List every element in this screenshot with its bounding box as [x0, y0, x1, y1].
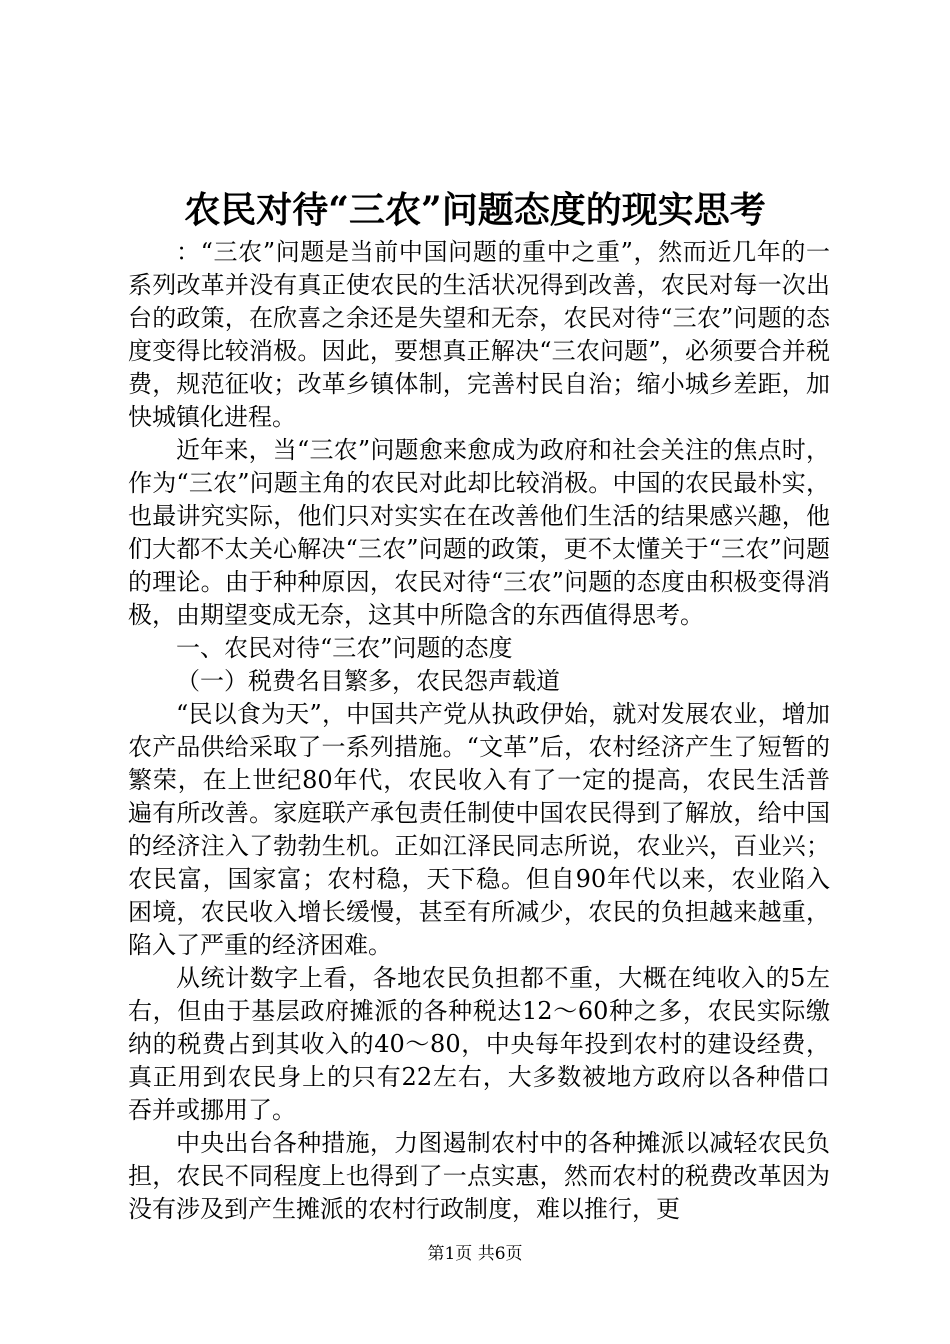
paragraph-policy: 中央出台各种措施，力图遏制农村中的各种摊派以减轻农民负担，农民不同程度上也得到了一点实惠，然而农村的税费改革因为没有涉及到产生摊派的农村行政制度，难以推行，更: [128, 1129, 830, 1223]
page-number: 第1页 共6页: [427, 1244, 523, 1264]
paragraph-statistics: 从统计数字上看，各地农民负担都不重，大概在纯收入的5左右，但由于基层政府摊派的各种税达12～60种之多，农民实际缴纳的税费占到其收入的40～80，中央每年投到农村的建设经费，真正用到农民身上的只有22左右，大多数被地方政府以各种借口吞并或挪用了。: [128, 964, 830, 1124]
subsection-heading: （一）税费名目繁多，农民怨声载道: [176, 667, 560, 695]
paragraph-intro: 近年来，当“三农”问题愈来愈成为政府和社会关注的焦点时，作为“三农”问题主角的农民对此却比较消极。中国的农民最朴实，也最讲究实际，他们只对实实在在改善他们生活的结果感兴趣，他们大都不太关心解决“三农”问题的政策，更不太懂关于“三农”问题的理论。由于种种原因，农民对待“三农”问题的态度由积极变得消极，由期望变成无奈，这其中所隐含的东西值得思考。: [128, 436, 830, 629]
paragraph-abstract: ：“三农”问题是当前中国问题的重中之重”，然而近几年的一系列改革并没有真正使农民的生活状况得到改善，农民对每一次出台的政策，在欣喜之余还是失望和无奈，农民对待“三农”问题的态度变得比较消极。因此，要想真正解决“三农问题”，必须要合并税费，规范征收；改革乡镇体制，完善村民自治；缩小城乡差距，加快城镇化进程。: [128, 238, 830, 431]
document-title: 农民对待“三农”问题态度的现实思考: [184, 189, 766, 231]
document-body: [128, 236, 830, 1226]
paragraph-history: “民以食为天”，中国共产党从执政伊始，就对发展农业，增加农产品供给采取了一系列措施。“文革”后，农村经济产生了短暂的繁荣，在上世纪80年代，农民收入有了一定的提高，农民生活普遍有所改善。家庭联产承包责任制使中国农民得到了解放，给中国的经济注入了勃勃生机。正如江泽民同志所说，农业兴，百业兴；农民富，国家富；农村稳，天下稳。但自90年代以来，农业陷入困境，农民收入增长缓慢，甚至有所减少，农民的负担越来越重，陷入了严重的经济困难。: [128, 700, 830, 959]
section-heading: 一、农民对待“三农”问题的态度: [176, 634, 513, 662]
